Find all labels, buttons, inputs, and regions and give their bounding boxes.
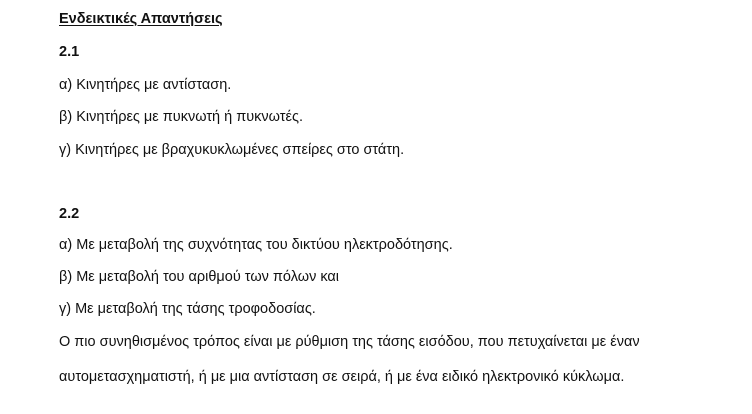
answer-line: α) Κινητήρες με αντίσταση.: [59, 77, 232, 93]
section-number-2-2: 2.2: [59, 206, 80, 222]
answer-paragraph-line: Ο πιο συνηθισμένος τρόπος είναι με ρύθμιση της τάσης εισόδου, που πετυχαίνεται με έναν: [59, 334, 640, 350]
answer-line: γ) Κινητήρες με βραχυκυκλωμένες σπείρες στο στάτη.: [59, 142, 405, 158]
answer-line: β) Με μεταβολή του αριθμού των πόλων και: [59, 269, 340, 285]
answer-paragraph-line: αυτομετασχηματιστή, ή με μια αντίσταση σε σειρά, ή με ένα ειδικό ηλεκτρονικό κύκλωμα.: [59, 369, 625, 385]
answer-line: γ) Με μεταβολή της τάσης τροφοδοσίας.: [59, 301, 316, 317]
answer-line: α) Με μεταβολή της συχνότητας του δικτύου ηλεκτροδότησης.: [59, 237, 453, 253]
document-heading: Ενδεικτικές Απαντήσεις: [59, 11, 223, 27]
section-number-2-1: 2.1: [59, 44, 80, 60]
answer-line: β) Κινητήρες με πυκνωτή ή πυκνωτές.: [59, 109, 303, 125]
